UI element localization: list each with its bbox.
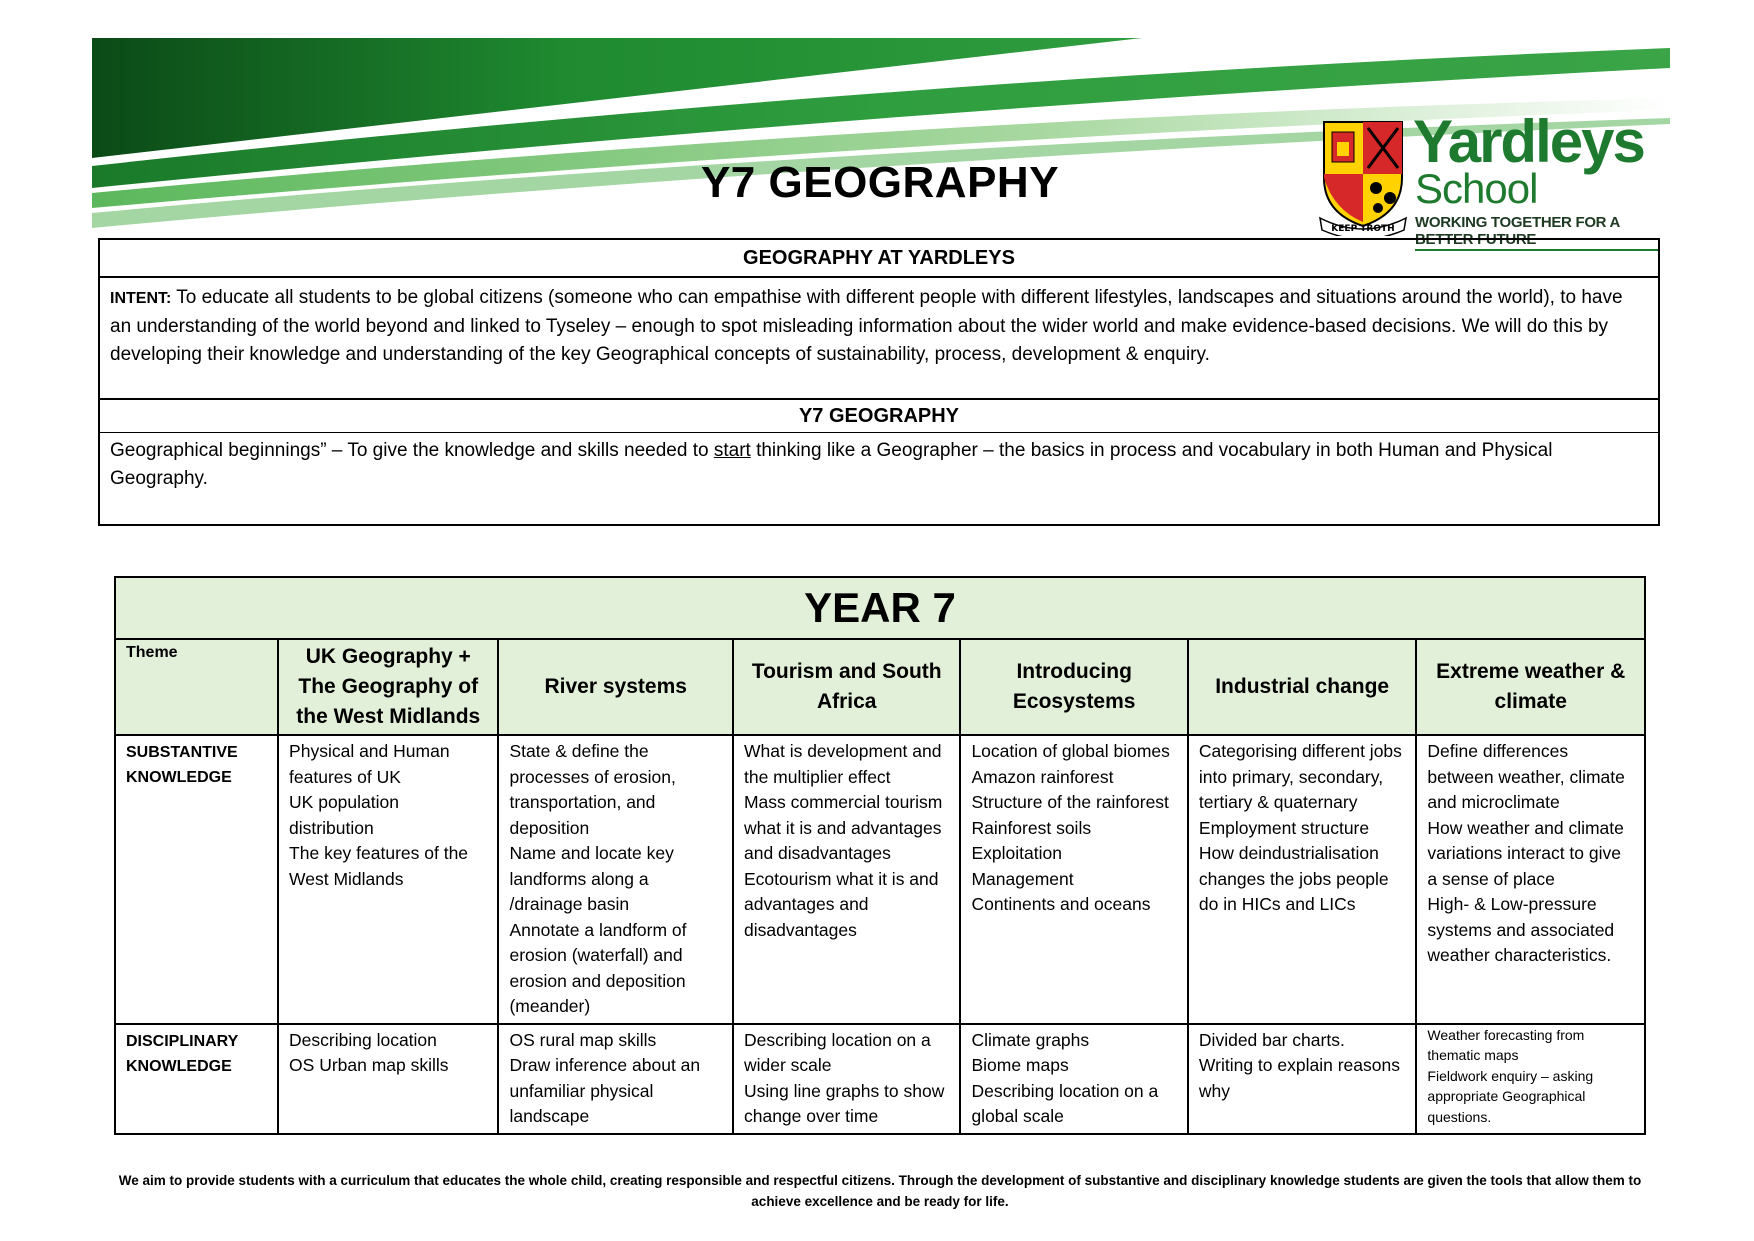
knowledge-item: How weather and climate variations interact to give a sense of place [1427,817,1624,889]
knowledge-item: Structure of the rainforest [971,792,1169,812]
skill-item: OS Urban map skills [289,1055,449,1075]
knowledge-item: Rainforest soils [971,817,1092,838]
skill-item: Biome maps [971,1055,1069,1075]
year-title: YEAR 7 [115,577,1645,639]
logo-tagline: WORKING TOGETHER FOR A BETTER FUTURE [1415,214,1658,251]
theme-label: Theme [115,639,278,735]
knowledge-item: Continents and oceans [971,894,1151,914]
knowledge-item: State & define the processes of erosion, transportation, and deposition [509,741,676,838]
theme-heading: Extreme weather & climate [1416,639,1645,735]
theme-row [115,639,1645,735]
substantive-row [115,735,1645,1024]
theme-heading: Introducing Ecosystems [960,639,1187,735]
substantive-cell [733,735,960,1024]
school-logo [1318,108,1658,248]
knowledge-item: Physical and Human features of UK [289,741,450,787]
knowledge-item: What is development and the multiplier effect [743,741,942,787]
knowledge-item: The key features of the West Midlands [289,843,469,889]
knowledge-item: How deindustrialisation changes the jobs people do in HICs and LICs [1198,843,1389,914]
knowledge-item: Categorising different jobs into primary, secondary, tertiary & quaternary [1198,741,1402,812]
intent-label: INTENT: [110,290,172,307]
skill-item: Fieldwork enquiry – asking appropriate Geographical questions. [1427,1067,1594,1125]
intro-heading: GEOGRAPHY AT YARDLEYS [100,240,1658,278]
y7-text-after: thinking like a Geographer – the basics in process and vocabulary in both Human and Physical Geography. [110,440,1553,489]
knowledge-item: Amazon rainforest [971,766,1114,787]
knowledge-item: Name and locate key landforms along a /drainage basin [509,843,674,914]
disciplinary-cell [1416,1024,1645,1134]
skill-item: Describing location on a global scale [971,1080,1159,1126]
disciplinary-cell [498,1024,733,1134]
disciplinary-cell [960,1024,1187,1134]
knowledge-item: Location of global biomes [971,741,1170,761]
page-title: Y7 GEOGRAPHY [700,158,1060,207]
disciplinary-cell [278,1024,498,1134]
y7-heading: Y7 GEOGRAPHY [100,400,1658,433]
substantive-cell [498,735,733,1024]
footer-statement: We aim to provide students with a curriculum that educates the whole child, creating responsible and respectful citizens. Through the development of substantive and disciplinary knowledge students are given the tools that allow them to achieve excellence and be ready for life. [118,1173,1642,1209]
substantive-cell [960,735,1187,1024]
knowledge-item: Ecotourism what it is and advantages and disadvantages [743,868,939,940]
curriculum-table [114,576,1646,1135]
skill-item: Divided bar charts. [1198,1029,1345,1050]
skill-item: Describing location on a wider scale [743,1029,931,1075]
substantive-label: SUBSTANTIVE KNOWLEDGE [115,735,278,1024]
substantive-cell [278,735,498,1024]
disciplinary-cell [1188,1024,1416,1134]
y7-paragraph [100,433,1658,497]
knowledge-item: High- & Low-pressure systems and associated weather characteristics. [1427,894,1615,965]
knowledge-item: Exploitation [971,843,1062,863]
skill-item: Climate graphs [971,1029,1090,1050]
disciplinary-cell [733,1024,960,1134]
skill-item: Writing to explain reasons why [1198,1055,1400,1101]
skill-item: OS rural map skills [509,1029,657,1050]
skill-item: Using line graphs to show change over time [743,1080,945,1126]
disciplinary-label: DISCIPLINARY KNOWLEDGE [115,1024,278,1134]
logo-name: Yardleys [1413,108,1644,175]
disciplinary-row [115,1024,1645,1134]
knowledge-item: Mass commercial tourism what it is and advantages and disadvantages [743,792,943,863]
skill-item: Describing location [289,1029,437,1050]
crest-motto: KEEP TROTH [1331,224,1395,234]
intent-text: To educate all students to be global citizens (someone who can empathise with different people with different lifestyles, landscapes and situations around the world), to have an understanding of the world beyond and linked to Tyseley – enough to spot misleading information about the wider world and make evidence-based decisions. We will do this by developing their knowledge and understanding of the key Geographical concepts of sustainability, process, development & enquiry. [110,287,1623,365]
theme-heading: River systems [498,639,733,735]
theme-heading: Industrial change [1188,639,1416,735]
theme-heading: Tourism and South Africa [733,639,960,735]
knowledge-item: Define differences between weather, climate and microclimate [1427,741,1625,812]
knowledge-item: Management [971,868,1074,889]
skill-item: Weather forecasting from thematic maps [1427,1026,1585,1063]
substantive-cell [1188,735,1416,1024]
substantive-cell [1416,735,1645,1024]
intro-box [98,238,1660,526]
logo-sub: School [1415,165,1538,212]
knowledge-item: Employment structure [1198,817,1370,838]
school-crest-icon [1318,118,1408,236]
knowledge-item: UK population distribution [289,792,399,838]
y7-text-before: Geographical beginnings” – To give the knowledge and skills needed to [110,440,714,461]
theme-heading: UK Geography + The Geography of the West Midlands [278,639,498,735]
y7-text-underlined: start [713,440,751,461]
skill-item: Draw inference about an unfamiliar physical landscape [509,1055,701,1126]
intent-paragraph [100,278,1658,400]
knowledge-item: Annotate a landform of erosion (waterfall) and erosion and deposition (meander) [509,919,687,1016]
